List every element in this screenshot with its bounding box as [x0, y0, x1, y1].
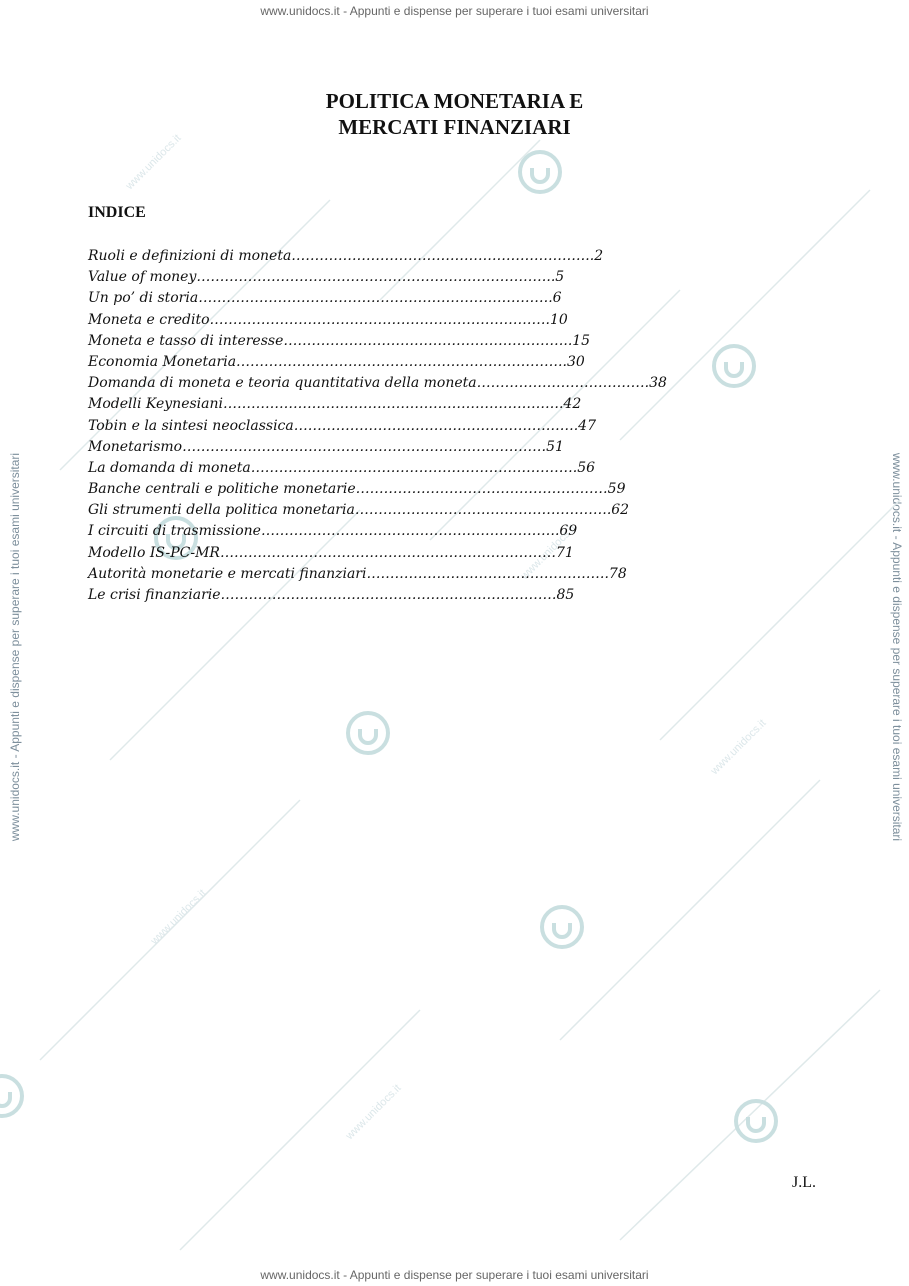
- document-title: [0, 88, 909, 140]
- toc-entry: Gli strumenti della politica monetaria……………………………………………….62: [88, 502, 630, 519]
- toc-entry: Economia Monetaria……………………………………………………………..30: [88, 353, 585, 370]
- index-heading: INDICE: [88, 204, 146, 221]
- svg-text:www.unidocs.it: www.unidocs.it: [123, 132, 184, 193]
- toc-entry: Monetarismo……………………………………………………………………51: [88, 438, 564, 455]
- title-line-2: MERCATI FINANZIARI: [338, 115, 571, 139]
- toc-entry: Moneta e tasso di interesse……………………………………………………..15: [88, 332, 591, 349]
- author-signature: J.L.: [792, 1174, 816, 1191]
- toc-entry: Value of money…………………………………………………………………..5: [88, 269, 565, 286]
- toc-entry: Un po’ di storia………………………………………………………………….6: [88, 290, 562, 307]
- toc-entry: Autorità monetarie e mercati finanziari…………………………………………….78: [88, 565, 627, 582]
- toc-entry: Moneta e credito……………………………………………………………….10: [88, 311, 568, 328]
- toc-entry: I circuiti di trasmissione……………………………………………………….69: [88, 523, 578, 540]
- toc-entry: La domanda di moneta…………………………………………………………….56: [88, 459, 596, 476]
- svg-text:www.unidocs.it: www.unidocs.it: [343, 1082, 404, 1143]
- top-watermark-banner: www.unidocs.it - Appunti e dispense per superare i tuoi esami universitari: [260, 4, 649, 18]
- toc-entry: Ruoli e definizioni di moneta………………………………………………………..2: [88, 248, 604, 264]
- toc-entry: Le crisi finanziarie………………………………………………………………85: [88, 587, 575, 603]
- toc-entry: Banche centrali e politiche monetarie………………………………………………59: [88, 481, 626, 498]
- svg-text:www.unidocs.it: www.unidocs.it: [708, 717, 769, 778]
- title-line-1: POLITICA MONETARIA E: [325, 89, 584, 113]
- bottom-watermark-banner: www.unidocs.it - Appunti e dispense per superare i tuoi esami universitari: [260, 1268, 649, 1282]
- table-of-contents: [88, 246, 768, 606]
- left-watermark-text: www.unidocs.it - Appunti e dispense per superare i tuoi esami universitari: [8, 452, 22, 842]
- svg-text:www.unidocs.it: www.unidocs.it: [518, 522, 579, 583]
- toc-entry: Modelli Keynesiani……………………………………………………………….42: [88, 396, 582, 413]
- right-watermark-text: www.unidocs.it - Appunti e dispense per superare i tuoi esami universitari: [890, 452, 904, 842]
- toc-entry: Tobin e la sintesi neoclassica…………………………………………………….47: [88, 417, 596, 434]
- svg-text:www.unidocs.it: www.unidocs.it: [148, 887, 209, 948]
- toc-entry: Modello IS-PC-MR………………………………………………………………71: [88, 544, 574, 561]
- toc-entry: Domanda di moneta e teoria quantitativa della moneta……………………………….38: [88, 375, 667, 392]
